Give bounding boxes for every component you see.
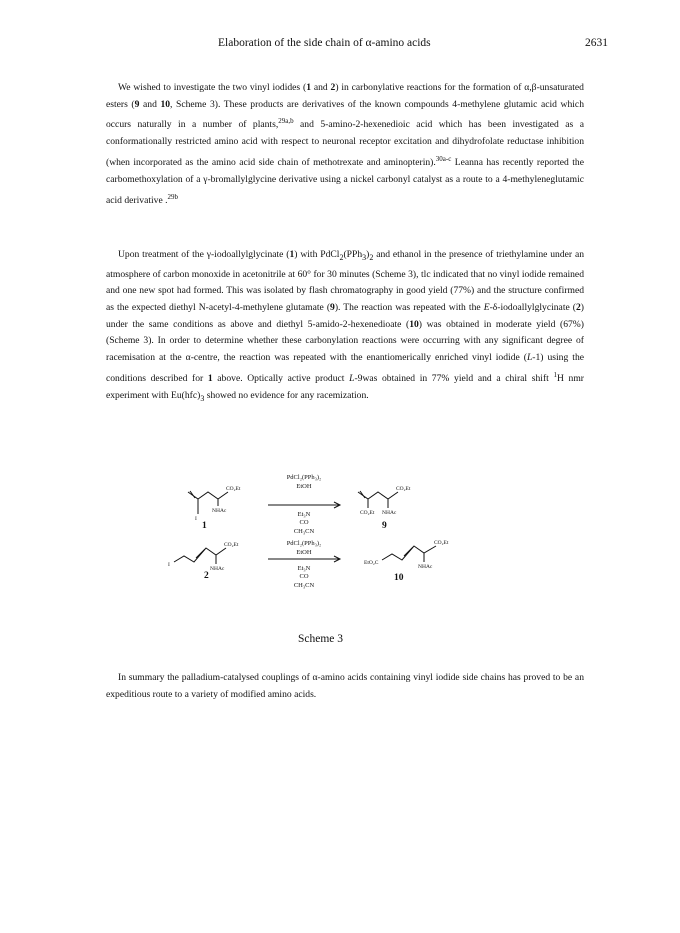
text-run: H nmr experiment with Eu(hfc) [106,373,584,401]
text-run: and 5-amino-2-hexenedioic acid which has been investigated as a conformationally restricted amino acid with respect to neuronal receptor excitation and dihydrofolate reductase inhibition (when incorporated as the amino acid side chain of methotrexate and aminopterin). [106,119,584,169]
citation: 29a,b [278,117,294,126]
label-nhac-2: NHAc [210,566,225,572]
page-number: 2631 [585,37,608,49]
subscript: 3 [200,393,205,403]
citation: 29b [167,192,179,201]
compound-ref: 10 [160,98,171,110]
compound-label-2: 2 [204,571,209,581]
label-co2et-1: CO₂Et [226,486,241,492]
text-run: ) was obtained in moderate yield (67%) (Scheme 3). In order to determine whether these carbonylation reactions were occurring with any significant degree of racemisation at the α-centre, the reaction was repeated with the enantiomerically enriched vinyl iodide ( [106,318,584,364]
text-run: Upon treatment of the γ-iodoallylglycinate ( [118,249,290,260]
text-run: -δ-iodoallylglycinate ( [489,302,576,314]
label-nhac-9: NHAc [382,510,397,516]
compound-ref: 1 [289,249,295,260]
text-run: (PPh [343,249,363,260]
text-run: -1) using the conditions described for [106,352,585,385]
paragraph-results [106,247,584,407]
reaction-scheme [160,466,560,636]
compound-10-chain [382,546,436,560]
label-nhac-10: NHAc [418,564,433,570]
text-run: Leanna has recently reported the carbomethoxylation of a γ-bromallylglycine derivative using a nickel carbonyl catalyst as a route to a 4-methyleneglutamic acid derivative . [106,157,584,206]
label-co2et-9: CO₂Et [396,486,411,492]
text-run: ). The reaction was repeated with the [334,302,484,314]
compound-1-chain [188,492,228,499]
stereo-descriptor: L [526,352,533,364]
label-co2et-10: CO₂Et [434,540,449,546]
label-nhac-1: NHAc [212,508,227,514]
subscript: 2 [339,252,344,262]
text-run: -9was obtained in 77% yield and a chiral shift [354,373,554,385]
reagent-top-catalyst: PdCl₂(PPh₃)₂ [286,474,322,481]
text-run: ) under the same conditions as above and diethyl 5-amido-2-hexenedioate ( [106,302,584,330]
reagent-bottom-catalyst: PdCl₂(PPh₃)₂ [286,540,322,547]
reagent-top-ethanol: EtOH [296,483,312,490]
compound-label-9: 9 [382,521,387,531]
compound-2-alkene [196,549,205,558]
label-co2et-9b: CO₂Et [360,510,375,516]
reagent-top-solvent: CH₃CN [293,528,315,535]
compound-ref: 2 [330,82,336,93]
compound-2-chain [174,548,226,562]
compound-ref: 10 [409,318,419,330]
label-iodine-2: I [168,562,170,568]
reagent-bottom-base: Et₃N [297,565,311,572]
text-run: We wished to investigate the two vinyl iodides ( [118,82,307,93]
text-run: ) in carbonylative reactions for the formation of α,β-unsaturated esters ( [106,82,584,110]
compound-ref: 9 [330,302,335,314]
label-iodine-1: I [195,516,197,522]
reagent-top-co: CO [299,519,309,526]
text-run: and ethanol in the presence of triethylamine under an atmosphere of carbon monoxide in acetonitrile at 60° for 30 minutes (Scheme 3), tlc indicated that no vinyl iodide remained and one new spot had formed. This was isolated by flash chromatography in good yield (77%) and the structure confirmed as the expected diethyl N-acetyl-4-methylene glutamate ( [106,249,584,314]
text-run: above. Optically active product [212,373,350,385]
compound-9-chain [358,492,398,499]
running-title: Elaboration of the side chain of α-amino acids [218,37,431,49]
text-run: and [311,82,331,93]
scheme-drawing [160,466,560,636]
label-eto2c-10: EtO₂C [364,560,379,566]
superscript: 1 [553,370,557,379]
compound-ref: 9 [134,98,140,110]
subscript: 3 [362,252,367,262]
text-run: ) [366,249,370,260]
reagent-bottom-solvent: CH₃CN [293,582,315,589]
subscript: 2 [369,252,374,262]
compound-label-10: 10 [394,573,404,583]
reagent-bottom-co: CO [299,573,309,580]
text-run: , Scheme 3). These products are derivatives of the known compounds 4-methylene glutamic acid which occurs naturally in a number of plants, [106,98,584,131]
stereo-descriptor: L [349,373,355,385]
summary-text: In summary the palladium-catalysed couplings of α-amino acids containing vinyl iodide side chains has proved to be an expeditious route to a variety of modified amino acids. [106,672,584,700]
stereo-descriptor: E [483,302,490,314]
paragraph-summary [106,670,584,703]
reagent-bottom-ethanol: EtOH [296,549,312,556]
compound-label-1: 1 [202,521,207,531]
compound-ref: 1 [207,373,213,385]
label-co2et-2: CO₂Et [224,542,239,548]
scheme-caption: Scheme 3 [298,633,344,645]
compound-ref: 1 [306,82,311,93]
compound-10-alkene [404,547,413,556]
text-run: and [139,98,161,110]
citation: 30a-c [435,155,452,163]
reagent-top-base: Et₃N [297,511,311,518]
compound-ref: 2 [576,302,581,314]
text-run: ) with PdCl [294,249,340,260]
page-header [0,37,680,51]
text-run: showed no evidence for any racemization. [204,389,369,401]
paragraph-intro [106,80,584,209]
